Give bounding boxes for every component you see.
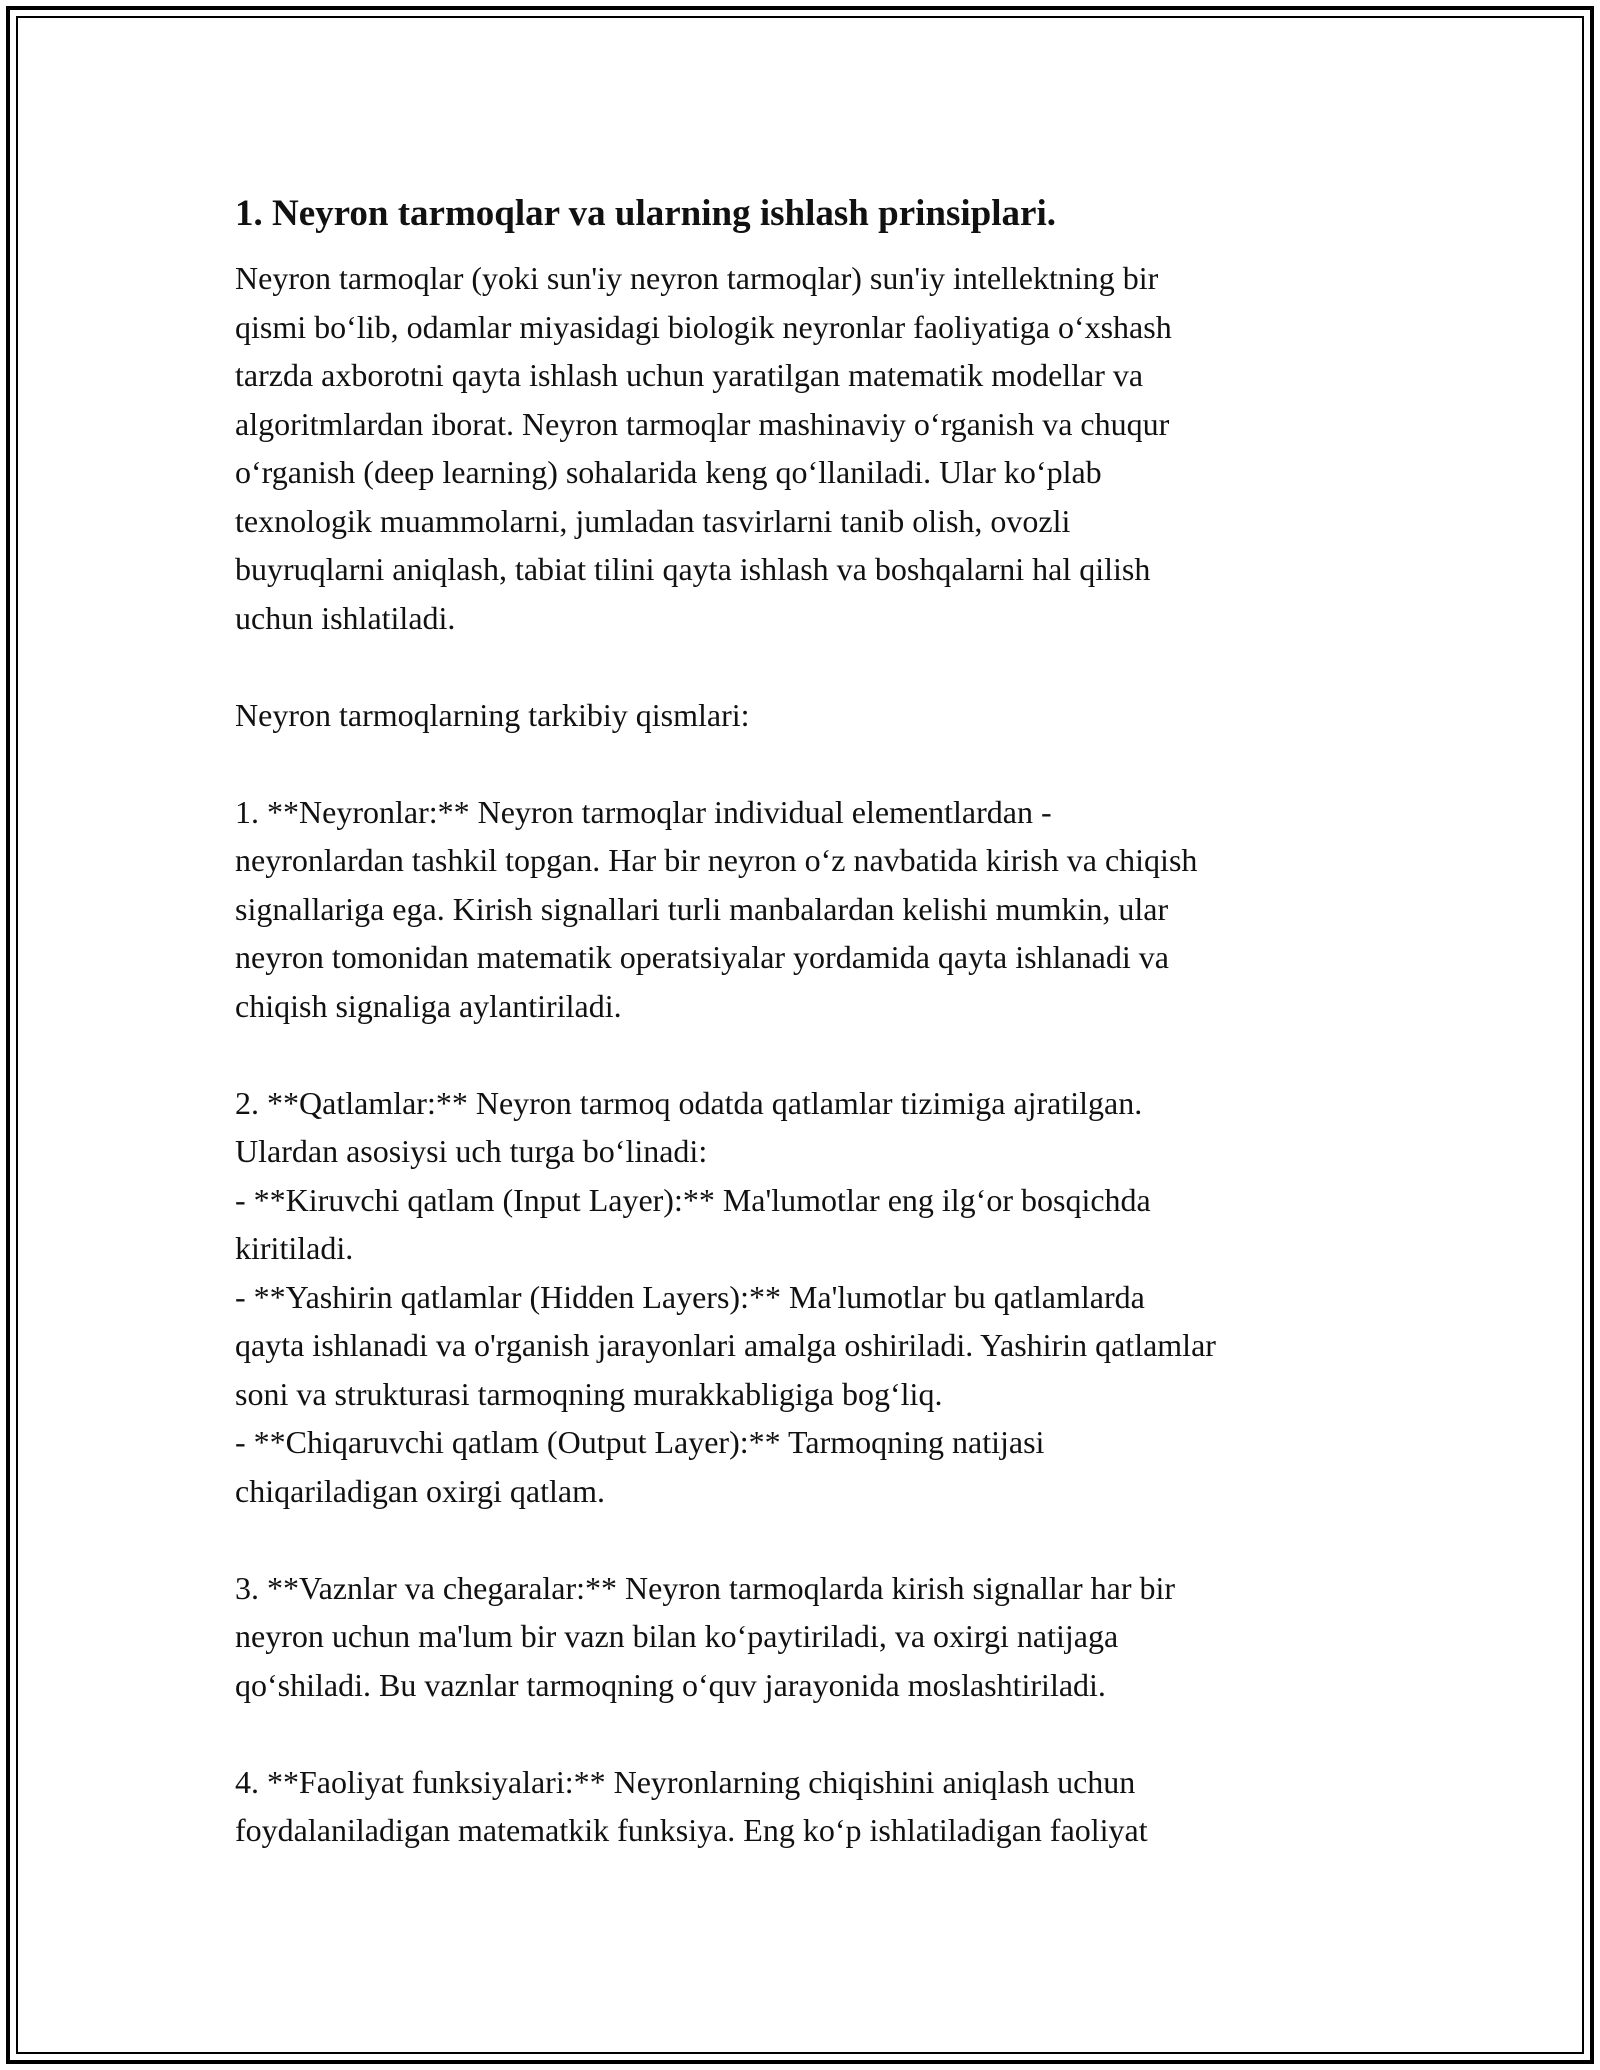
document-body	[235, 186, 1380, 1855]
list-item-neyronlar: 1. **Neyronlar:** Neyron tarmoqlar individual elementlardan - neyronlardan tashkil topgan. Har bir neyron o‘z navbatida kirish va chiqish signallariga ega. Kirish signallari turli manbalardan kelishi mumkin, ular neyron tomonidan matematik operatsiyalar yordamida qayta ishlanadi va chiqish signaliga aylantiriladi.	[235, 793, 1198, 1024]
intro-paragraph: Neyron tarmoqlar (yoki sun'iy neyron tarmoqlar) sun'iy intellektning bir qismi bo‘lib, odamlar miyasidagi biologik neyronlar faoliyatiga o‘xshash tarzda axborotni qayta ishlash uchun yaratilgan matematik modellar va algoritmlardan iborat. Neyron tarmoqlar mashinaviy o‘rganish va chuqur o‘rganish (deep learning) sohalarida keng qo‘llaniladi. Ular ko‘plab texnologik muammolarni, jumladan tasvirlarni tanib olish, ovozli buyruqlarni aniqlash, tabiat tilini qayta ishlash va boshqalarni hal qilish uchun ishlatiladi.	[235, 260, 1172, 636]
paragraph-spacer	[235, 1030, 1380, 1079]
list-item-vaznlar: 3. **Vaznlar va chegaralar:** Neyron tarmoqlarda kirish signallar har bir neyron uchun ma'lum bir vazn bilan ko‘paytiriladi, va oxirgi natijaga qo‘shiladi. Bu vaznlar tarmoqning o‘quv jarayonida moslashtiriladi.	[235, 1569, 1176, 1703]
list-item-faoliyat: 4. **Faoliyat funksiyalari:** Neyronlarning chiqishini aniqlash uchun foydalaniladigan matematkik funksiya. Eng ko‘p ishlatiladigan faoliyat	[235, 1763, 1148, 1848]
paragraph-spacer	[235, 1709, 1380, 1758]
paragraph-spacer	[235, 739, 1380, 788]
paragraph-spacer	[235, 1515, 1380, 1564]
components-heading: Neyron tarmoqlarning tarkibiy qismlari:	[235, 696, 750, 733]
list-item-qatlamlar: 2. **Qatlamlar:** Neyron tarmoq odatda qatlamlar tizimiga ajratilgan. Ulardan asosiysi uch turga bo‘linadi: - **Kiruvchi qatlam (Input Layer):** Ma'lumotlar eng ilg‘or bosqichda kiritiladi. - **Yashirin qatlamlar (Hidden Layers):** Ma'lumotlar bu qatlamlarda qayta ishlanadi va o'rganish jarayonlari amalga oshiriladi. Yashirin qatlamlar soni va strukturasi tarmoqning murakkabligiga bog‘liq. - **Chiqaruvchi qatlam (Output Layer):** Tarmoqning natijasi chiqariladigan oxirgi qatlam.	[235, 1084, 1216, 1509]
paragraph-spacer	[235, 642, 1380, 691]
document-title: 1. Neyron tarmoqlar va ularning ishlash prinsiplari.	[235, 193, 1056, 234]
